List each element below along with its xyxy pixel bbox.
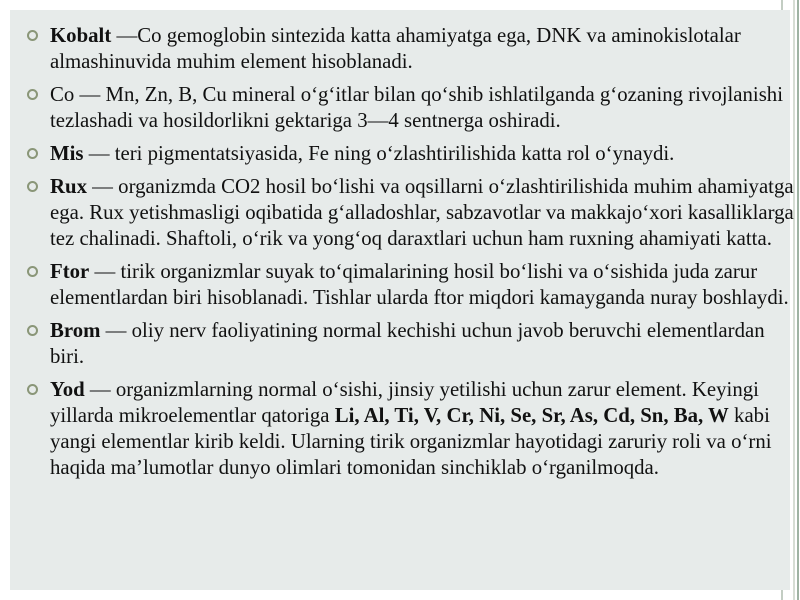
bullet-text: — teri pigmentatsiyasida, Fe ning oʻzlashtirilishida katta rol oʻynaydi. — [83, 142, 675, 165]
bullet-term: Rux — [50, 175, 87, 198]
bullet-icon — [27, 266, 38, 277]
bullet-term: Kobalt — [50, 24, 112, 47]
bullet-text: — oliy nerv faoliyatining normal kechishi uchun javob beruvchi elementlardan biri. — [50, 319, 765, 368]
bullet-kobalt — [50, 23, 796, 75]
bullet-term: Ftor — [50, 260, 90, 283]
slide-body — [10, 10, 794, 590]
bullet-text: — tirik organizmlar suyak toʻqimalarining hosil boʻlishi va oʻsishida juda zarur elementlardan biri hisoblanadi. Tishlar ularda ftor miqdori kamayganda nuray boshlaydi. — [50, 260, 789, 309]
bullet-icon — [27, 89, 38, 100]
bullet-rux — [50, 174, 796, 252]
bullet-list — [50, 23, 796, 488]
bullet-term: Mis — [50, 142, 84, 165]
bullet-ftor — [50, 259, 796, 311]
bullet-icon — [27, 30, 38, 41]
bullet-icon — [27, 181, 38, 192]
edge-rule — [797, 0, 799, 600]
bullet-icon — [27, 325, 38, 336]
bullet-brom — [50, 318, 796, 370]
bullet-icon — [27, 148, 38, 159]
bullet-icon — [27, 384, 38, 395]
bullet-elements: Li, Al, Ti, V, Cr, Ni, Se, Sr, As, Cd, Sn, Ba, W — [334, 404, 729, 427]
bullet-text: — organizmda CO2 hosil boʻlishi va oqsillarni oʻzlashtirilishida muhim ahamiyatga ega. Rux yetishmasligi oqibatida gʻalladoshlar, sabzavotlar va makkajoʻxori kasalliklarga tez chalinadi. Shaftoli, oʻrik va yongʻoq daraxtlari uchun ham ruxning ahamiyati katta. — [50, 175, 794, 250]
bullet-text: —Co gemoglobin sintezida katta ahamiyatga ega, DNK va aminokislotalar almashinuvida muhim element hisoblanadi. — [50, 24, 741, 73]
bullet-term: Brom — [50, 319, 101, 342]
bullet-co — [50, 82, 796, 134]
bullet-text-end: kabi yangi elementlar kirib keldi. Ularning tirik organizmlar hayotidagi zaruriy roli va oʻrni haqida maʼlumotlar dunyo olimlari tomonidan sinchiklab oʻrganilmoqda. — [50, 404, 772, 479]
bullet-mis — [50, 141, 796, 167]
bullet-text: — organizmlarning normal oʻsishi, jinsiy yetilishi uchun zarur element. Keyingi yillarda mikroelementlar qatoriga — [50, 378, 759, 427]
bullet-yod — [50, 377, 796, 481]
bullet-term: Yod — [50, 378, 85, 401]
bullet-text: Co — Mn, Zn, B, Cu mineral oʻgʻitlar bilan qoʻshib ishlatilganda gʻozaning rivojlanishi tezlashadi va hosildorlikni gektariga 3—4 sentnerga oshiradi. — [50, 83, 783, 132]
